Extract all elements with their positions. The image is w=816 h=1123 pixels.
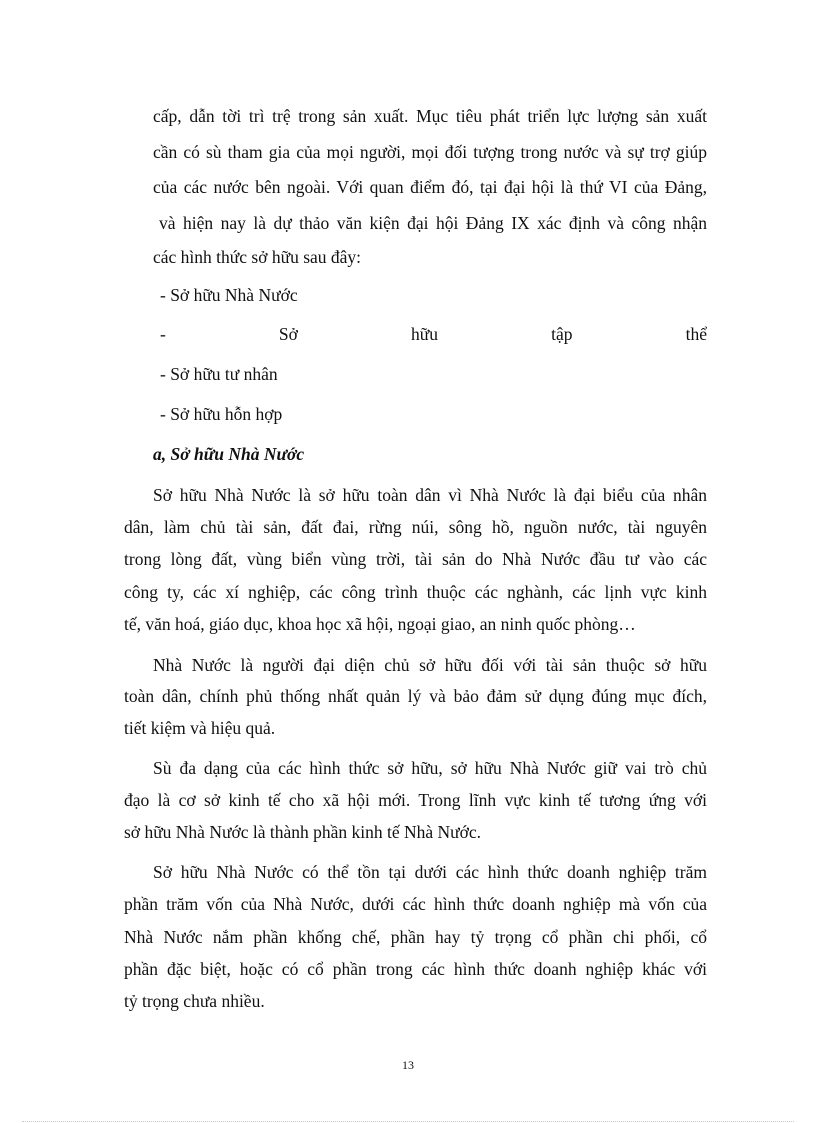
list-item: - Sở hữu tập thể: [160, 324, 707, 344]
body-line: cần có sù tham gia của mọi người, mọi đối tượng trong nước và sự trợ giúp: [153, 142, 707, 162]
body-line: trong lòng đất, vùng biển vùng trời, tài sản do Nhà Nước đầu tư vào các: [124, 549, 707, 569]
body-line: và hiện nay là dự thảo văn kiện đại hội Đảng IX xác định và công nhận: [159, 213, 707, 233]
page-bottom-divider: [22, 1121, 794, 1122]
body-line: Sở hữu Nhà Nước là sở hữu toàn dân vì Nhà Nước là đại biểu của nhân: [153, 485, 707, 505]
body-line: tỷ trọng chưa nhiều.: [124, 991, 265, 1011]
body-line: tiết kiệm và hiệu quả.: [124, 718, 276, 738]
body-line: sở hữu Nhà Nước là thành phần kinh tế Nhà Nước.: [124, 822, 482, 842]
body-line: Sở hữu Nhà Nước có thể tồn tại dưới các hình thức doanh nghiệp trăm: [153, 862, 707, 882]
body-line: công ty, các xí nghiệp, các công trình thuộc các nghành, các lịnh vực kinh: [124, 582, 707, 602]
body-line: tế, văn hoá, giáo dục, khoa học xã hội, ngoại giao, an ninh quốc phòng…: [124, 614, 636, 634]
page-number: 13: [402, 1058, 414, 1072]
body-line: của các nước bên ngoài. Với quan điểm đó, tại đại hội là thứ VI của Đảng,: [153, 177, 707, 197]
body-line: dân, làm chủ tài sản, đất đai, rừng núi, sông hồ, nguồn nước, tài nguyên: [124, 517, 707, 537]
body-line: các hình thức sở hữu sau đây:: [153, 247, 362, 267]
body-line: Nhà Nước là người đại diện chủ sở hữu đối với tài sản thuộc sở hữu: [153, 655, 707, 675]
body-line: Nhà Nước nắm phần khống chế, phần hay tỷ trọng cổ phần chi phối, cổ: [124, 927, 707, 947]
body-line: đạo là cơ sở kinh tế cho xã hội mới. Trong lĩnh vực kinh tế tương ứng với: [124, 790, 707, 810]
body-line: toàn dân, chính phủ thống nhất quản lý và bảo đảm sử dụng đúng mục đích,: [124, 686, 707, 706]
body-line: Sù đa dạng của các hình thức sở hữu, sở hữu Nhà Nước giữ vai trò chủ: [153, 758, 707, 778]
body-line: phần đặc biệt, hoặc có cổ phần trong các hình thức doanh nghiệp khác với: [124, 959, 707, 979]
list-item: - Sở hữu hỗn hợp: [160, 404, 283, 424]
body-line: cấp, dẫn tời trì trệ trong sản xuất. Mục tiêu phát triển lực lượng sản xuất: [153, 106, 707, 126]
section-heading: a, Sở hữu Nhà Nước: [153, 444, 305, 464]
list-item: - Sở hữu tư nhân: [160, 364, 278, 384]
list-item: - Sở hữu Nhà Nước: [160, 285, 298, 305]
body-line: phần trăm vốn của Nhà Nước, dưới các hình thức doanh nghiệp mà vốn của: [124, 894, 707, 914]
